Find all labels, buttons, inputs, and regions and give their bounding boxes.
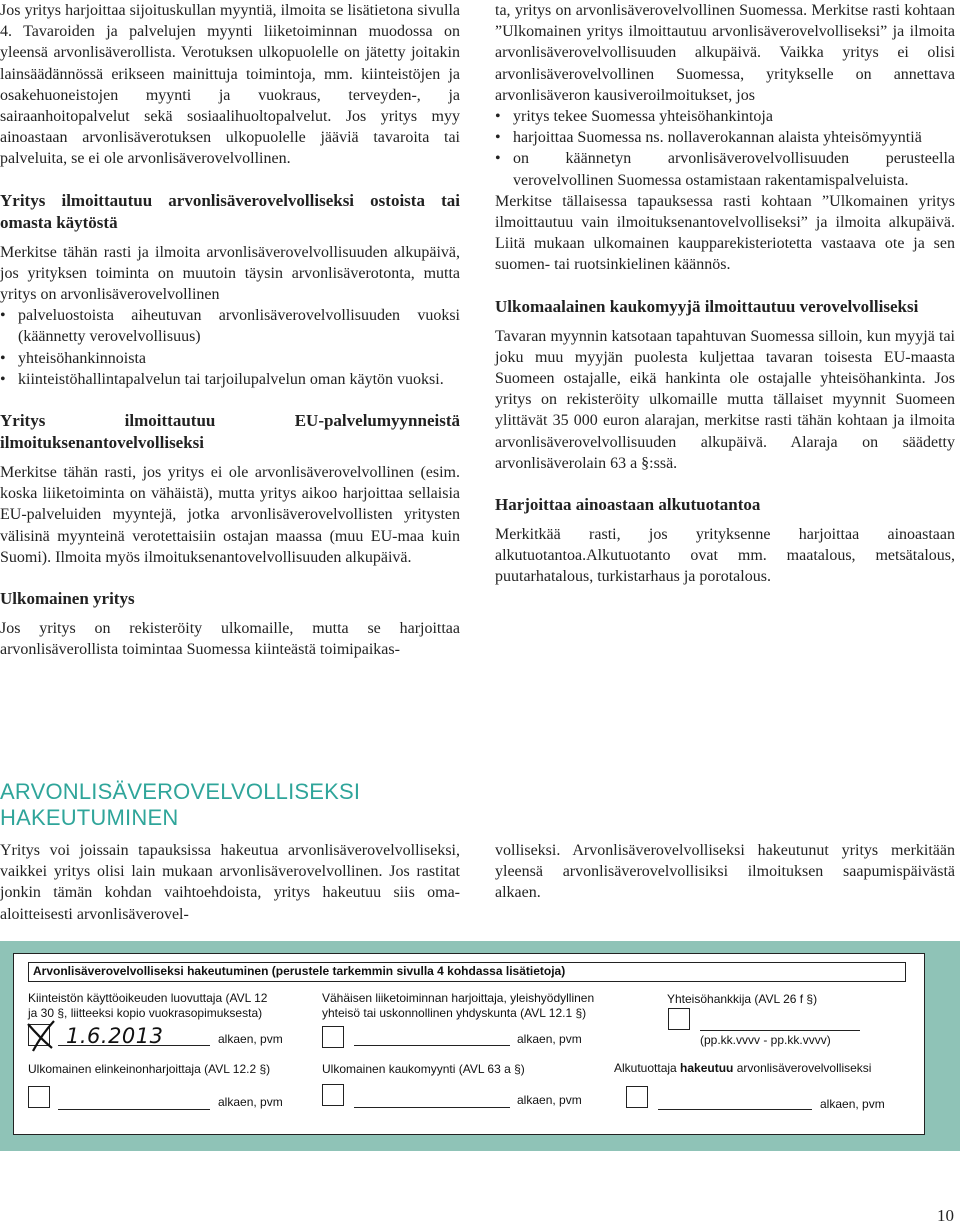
section-paragraph-right: volliseksi. Arvonlisäverovelvolliseksi hakeutunut yritys merkitään yleensä arvonlisäverovelvollisiksi ilmoituksen saapumispäivästä alkaen. (495, 842, 955, 902)
section-text-left (0, 840, 460, 925)
cell3-period-hint: (pp.kk.vvvv - pp.kk.vvvv) (700, 1033, 831, 1047)
section-paragraph-left: Yritys voi joissain tapauksissa hakeutua arvonlisäverovelvolliseksi, vaikkei yritys olisi lain mukaan arvonlisäverovelvollinen. Jos rastitat jonkin tämän kohdan vaihtoehdoista, yritys hakeutuu siis oma-aloitteisesti arvonlisäverovel- (0, 842, 460, 923)
form-header: Arvonlisäverovelvolliseksi hakeutuminen (perustele tarkemmin sivulla 4 kohdassa lisätietoja) (28, 962, 906, 982)
foreign-bullets (495, 106, 955, 191)
registration-form (13, 953, 925, 1135)
right-column (495, 0, 955, 588)
cell1-label-line1: Kiinteistön käyttöoikeuden luovuttaja (AVL 12 (28, 991, 268, 1005)
cell5-label: Ulkomainen kaukomyynti (AVL 63 a §) (322, 1062, 525, 1076)
section-title-line2: HAKEUTUMINEN (0, 805, 179, 830)
list-item: • on käännetyn arvonlisäverovelvollisuuden perusteella verovelvollinen Suomessa ostamistaan rakentamispalveluista. (495, 148, 955, 190)
list-item: • palveluostoista aiheutuvan arvonlisäverovelvollisuuden vuoksi (käännetty verovelvollisuus) (0, 305, 460, 347)
cell4-date-line[interactable] (58, 1109, 210, 1110)
heading-foreign-company: Ulkomainen yritys (0, 589, 135, 609)
cell3-label: Yhteisöhankkija (AVL 26 f §) (667, 992, 818, 1006)
section-title (0, 779, 460, 831)
checkmark-x-icon (24, 1018, 58, 1052)
intro-paragraph: Jos yritys harjoittaa sijoituskullan myyntiä, ilmoita se lisätietona sivulla 4. Tavaroiden ja palvelujen myynti liiketoiminnan muodossa on yleensä arvonlisäverollista. Verotuksen ulkopuolelle on jätetty joitakin lainsäädännössä erikseen mainittuja toimintoja, mm. kiinteistöjen ja osakehuoneistojen myynti ja vuokraus, terveyden-, ja sairaanhoitopalvelut sekä sosiaalihuoltopalvelut. Jos yritys myy ainoastaan arvonlisäverotuksen ulkopuolelle jääviä tavaroita tai palveluita, se ei ole arvonlisäverovelvollinen. (0, 2, 460, 168)
cell2-label-line1: Vähäisen liiketoiminnan harjoittaja, yleishyödyllinen (322, 991, 595, 1005)
list-item: • yhteisöhankinnoista (0, 348, 460, 369)
cell6-date-suffix: alkaen, pvm (820, 1097, 885, 1111)
eu-services-paragraph: Merkitse tähän rasti, jos yritys ei ole arvonlisäverovelvollinen (esim. koska liiketoiminta on vähäistä), mutta yritys aikoo harjoittaa sellaisia EU-palveluiden myyntejä, jotka arvonlisäverovelvollisten yritysten välisinä myynteinä verotettaisiin ostajan maassa (muu EU-maa kuin Suomi). Ilmoita myös ilmoituksenantovelvollisuuden alkupäivä. (0, 464, 460, 566)
cell1-label-line2: ja 30 §, liitteeksi kopio vuokrasopimuksesta) (28, 1006, 263, 1020)
purchases-paragraph: Merkitse tähän rasti ja ilmoita arvonlisäverovelvollisuuden alkupäivä, jos yrityksen toiminta on muutoin täysin arvonlisäverotonta, mutta yritys on arvonlisäverovelvollinen (0, 243, 460, 304)
cell4-date-suffix: alkaen, pvm (218, 1095, 283, 1109)
small-business-checkbox[interactable] (322, 1026, 344, 1048)
eu-acquirer-checkbox[interactable] (668, 1008, 690, 1030)
left-column (0, 0, 460, 660)
distance-seller-paragraph: Tavaran myynnin katsotaan tapahtuvan Suomessa silloin, kun myyjä tai joku muu myyjän puolesta kuljettaa tavaran toisesta EU-maasta Suomeen ostajalle, eikä hankinta ole ostajalle yhteisöhankinta. Jos yritys on rekisteröity ulkomaille mutta tällaiset myynnit Suomeen ylittävät 35 000 euron alarajan, merkitse rasti tähän kohtaan ja ilmoita arvonlisäverovelvollisuuden alkupäivä. Alaraja on säädetty arvonlisäverolain 63 a §:ssä. (495, 327, 955, 472)
primary-producer-checkbox[interactable] (626, 1086, 648, 1108)
heading-eu-services: Yritys ilmoittautuu EU-palvelumyynneistä ilmoituksenantovelvolliseksi (0, 411, 460, 453)
cell6-label-bold: hakeutuu (680, 1061, 734, 1075)
cell5-date-line[interactable] (354, 1107, 510, 1108)
list-item: • yritys tekee Suomessa yhteisöhankintoja (495, 106, 955, 127)
foreign-instruction-paragraph: Merkitse tällaisessa tapauksessa rasti kohtaan ”Ulkomainen yritys ilmoittautuu vain ilmoituksenantovelvolliseksi” ja ilmoita alkupäivä. Liitä mukaan ulkomainen kaupparekisteriotetta vastaava ote ja sen suomen- tai ruotsinkielinen käännös. (495, 192, 955, 274)
cell1-date-suffix: alkaen, pvm (218, 1032, 283, 1046)
foreign-company-continued: ta, yritys on arvonlisäverovelvollinen Suomessa. Merkitse rasti kohtaan ”Ulkomainen yritys ilmoittautuu arvonlisäverovelvolliseksi” ja ilmoita arvonlisäverovelvollisuuden alkupäivä. Vaikka yritys ei olisi arvonlisäverovelvollinen Suomessa, yritykselle on annettava arvonlisäveron kausiveroilmoitukset, jos (495, 2, 955, 104)
list-item: • harjoittaa Suomessa ns. nollaverokannan alaista yhteisömyyntiä (495, 127, 955, 148)
page-number: 10 (937, 1206, 954, 1225)
cell2-date-suffix: alkaen, pvm (517, 1032, 582, 1046)
heading-primary-production: Harjoittaa ainoastaan alkutuotantoa (495, 495, 761, 515)
cell4-label: Ulkomainen elinkeinonharjoittaja (AVL 12.2 §) (28, 1062, 271, 1076)
cell6-label-post: arvonlisäverovelvolliseksi (733, 1061, 872, 1075)
heading-purchases: Yritys ilmoittautuu arvonlisäverovelvolliseksi ostoista tai omasta käytöstä (0, 190, 460, 232)
cell6-label-pre: Alkutuottaja (614, 1061, 681, 1075)
cell2-date-line[interactable] (354, 1045, 510, 1046)
cell2-label (322, 991, 662, 1021)
cell1-date-value: 1.6.2013 (66, 1024, 164, 1048)
distance-sales-checkbox[interactable] (322, 1084, 344, 1106)
purchases-bullets (0, 305, 460, 390)
heading-distance-seller: Ulkomaalainen kaukomyyjä ilmoittautuu verovelvolliseksi (495, 296, 919, 316)
cell1-label (28, 991, 318, 1021)
cell5-date-suffix: alkaen, pvm (517, 1093, 582, 1107)
cell3-period-line[interactable] (700, 1030, 860, 1031)
cell6-date-line[interactable] (658, 1109, 812, 1110)
section-title-line1: ARVONLISÄVEROVELVOLLISEKSI (0, 779, 361, 804)
cell2-label-line2: yhteisö tai uskonnollinen yhdyskunta (AVL 12.1 §) (322, 1006, 587, 1020)
cell1-date-line[interactable] (58, 1045, 210, 1046)
section-text-right (495, 840, 955, 904)
foreign-trader-checkbox[interactable] (28, 1086, 50, 1108)
list-item: • kiinteistöhallintapalvelun tai tarjoilupalvelun oman käytön vuoksi. (0, 369, 460, 390)
foreign-company-paragraph: Jos yritys on rekisteröity ulkomaille, mutta se harjoittaa arvonlisäverollista toimintaa Suomessa kiinteästä toimipaikas- (0, 620, 460, 659)
primary-production-paragraph: Merkitkää rasti, jos yrityksenne harjoittaa ainoastaan alkutuotantoa.Alkutuotanto ovat mm. maatalous, metsätalous, puutarhatalous, turkistarhaus ja porotalous. (495, 526, 955, 586)
cell6-label (614, 1061, 924, 1076)
